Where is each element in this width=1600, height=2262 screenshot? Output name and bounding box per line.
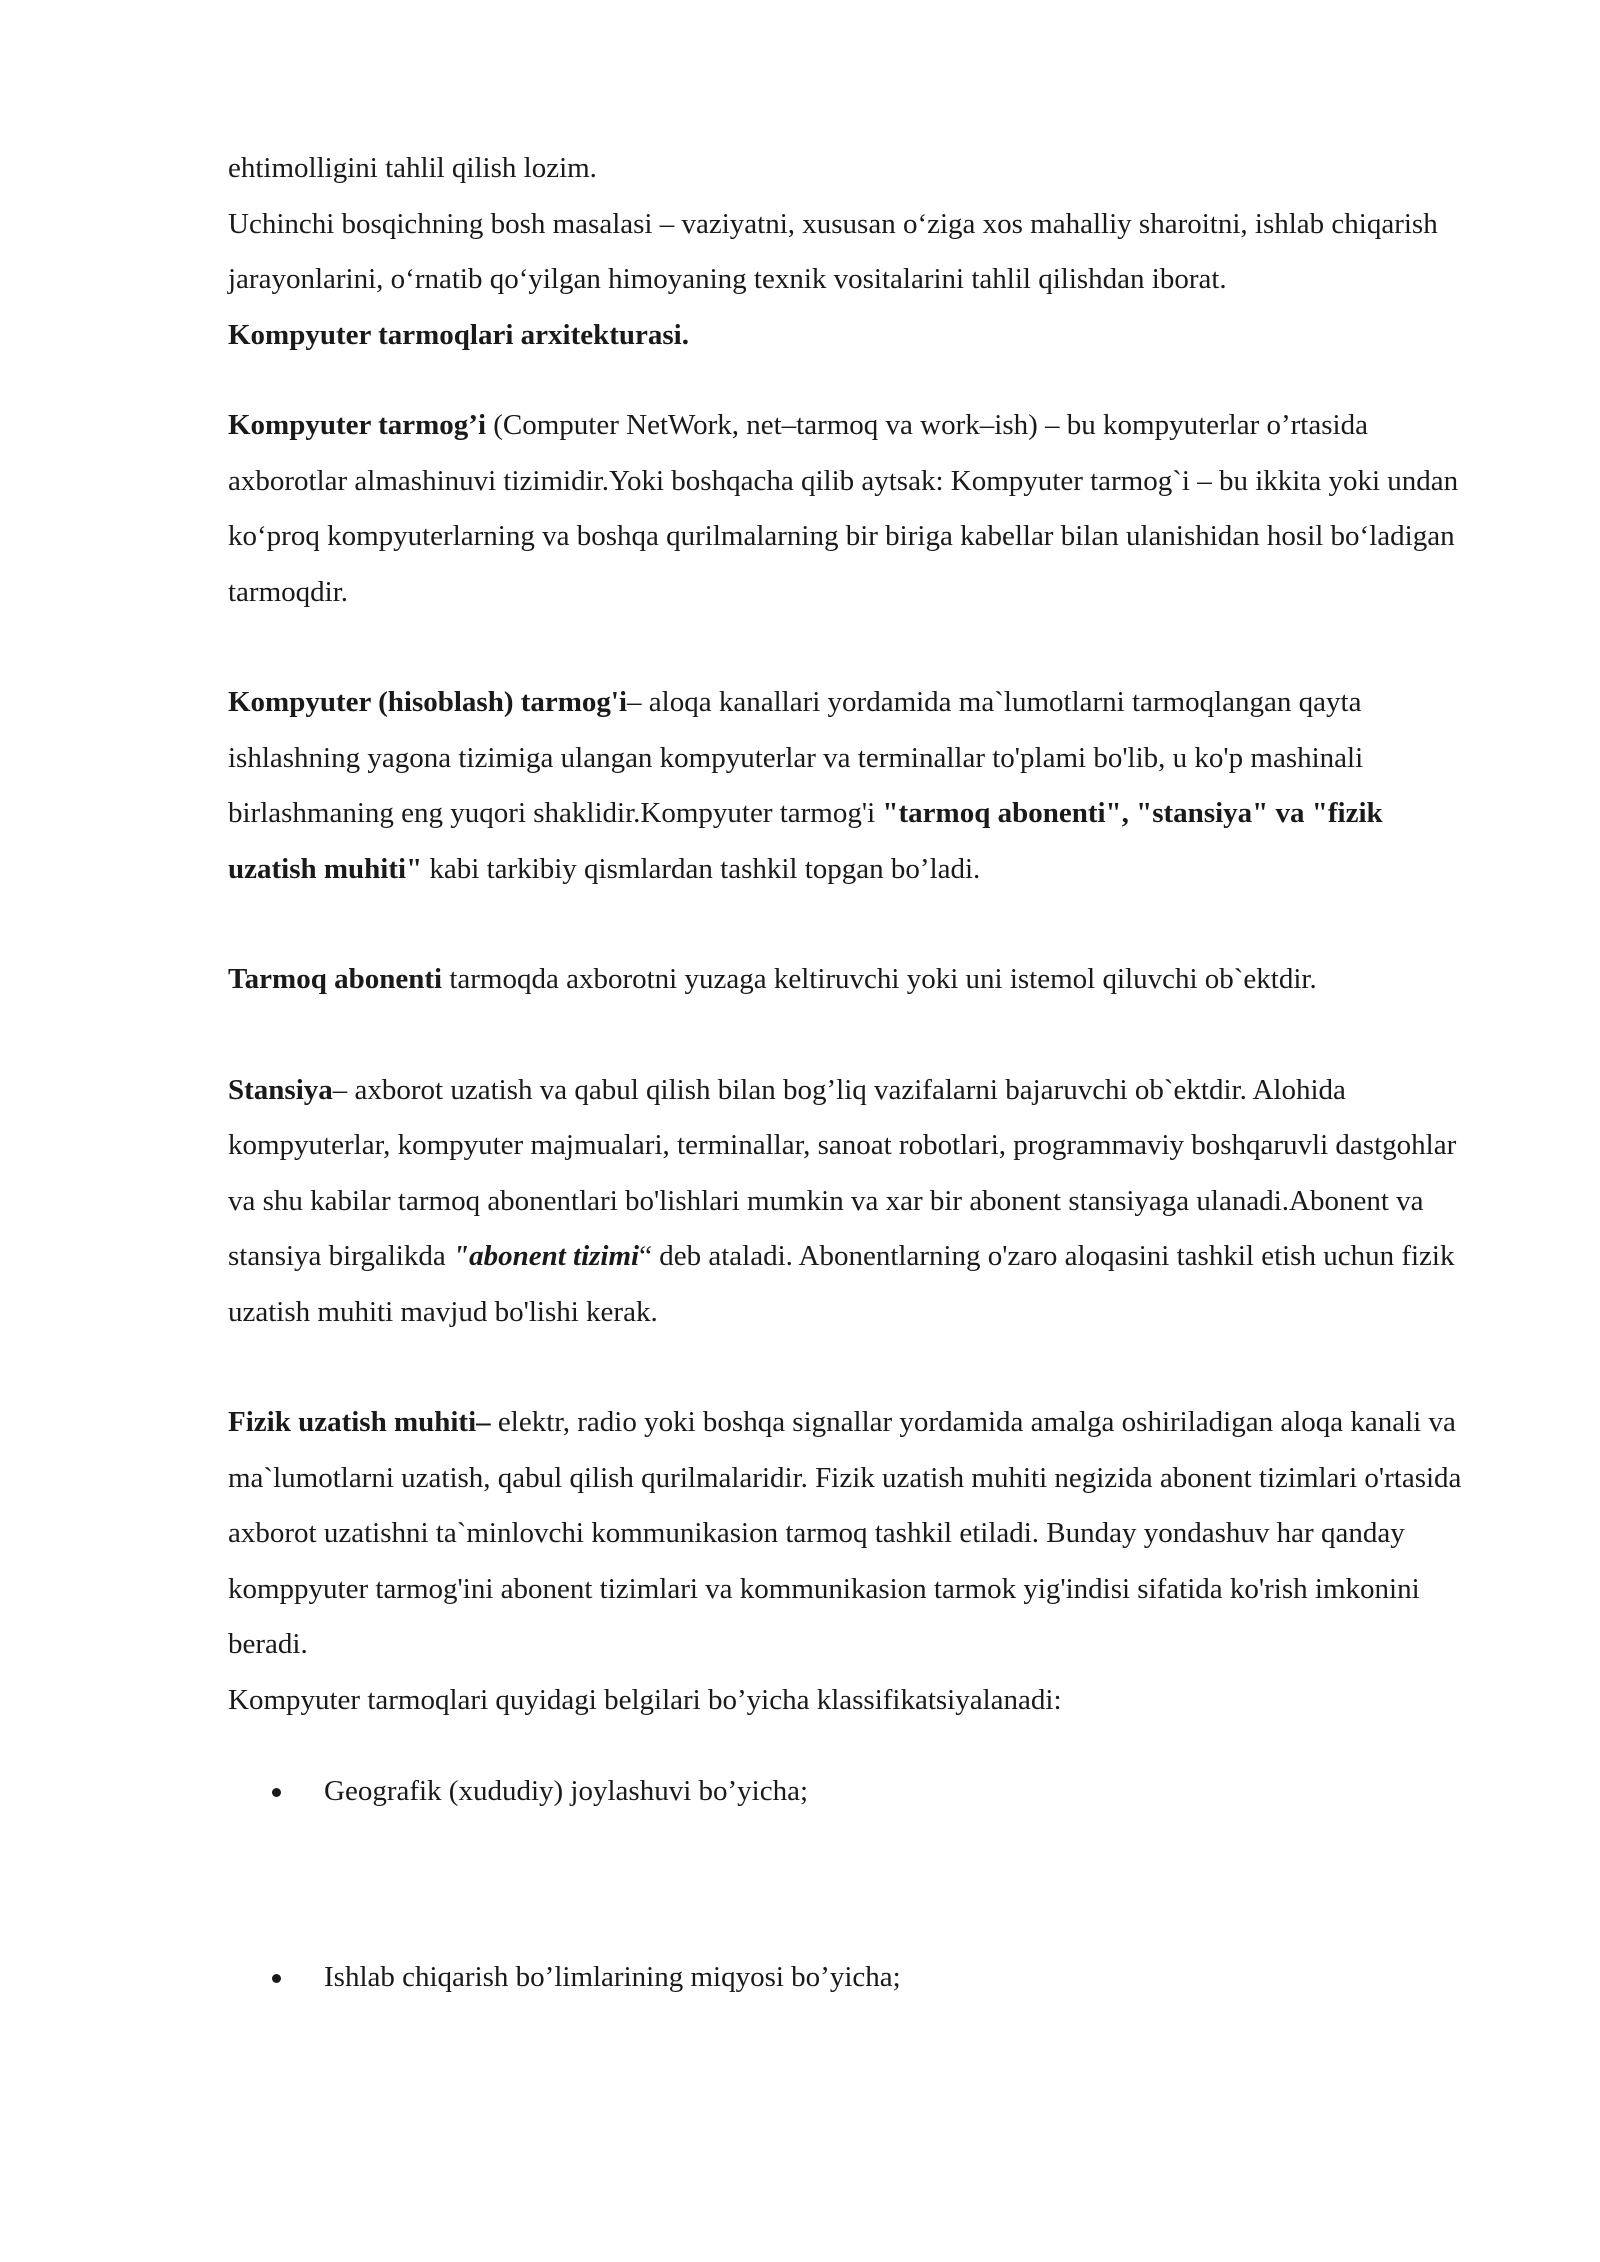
section-heading-text: Kompyuter tarmoqlari arxitekturasi. [228, 318, 689, 351]
term-network: Kompyuter tarmog’i [228, 409, 486, 441]
section-heading [228, 308, 1468, 364]
term-physical-medium: Fizik uzatish muhiti– [228, 1406, 491, 1438]
subscriber-text: tarmoqda axborotni yuzaga keltiruvchi yoki uni istemol qiluvchi ob`ektdir. [442, 963, 1317, 995]
list-item-text: Geografik (xududiy) joylashuvi bo’yicha; [324, 1775, 809, 1807]
term-subscriber-system: "abonent tizimi [452, 1240, 640, 1272]
paragraph-subscriber [228, 952, 1468, 1008]
term-computing-network: Kompyuter (hisoblash) tarmog'i [228, 686, 628, 718]
list-item [228, 1950, 1468, 2006]
term-station: Stansiya [228, 1073, 333, 1106]
list-item-text: Ishlab chiqarish bo’limlarining miqyosi bo’yicha; [324, 1960, 901, 1993]
components-quote: "tarmoq abonenti", "stansiya" va "fizik uzatish muhiti" [228, 797, 1383, 885]
list-item [228, 1764, 1468, 1820]
bullet-icon [272, 1974, 281, 1983]
paragraph-network-definition [228, 398, 1468, 620]
computing-network-text: – aloqa kanallari yordamida ma`lumotlarni tarmoqlangan qayta ishlashning yagona tizimiga ulangan kompyuterlar va terminallar to'plami bo'lib, u ko'p mashinali birlashmaning eng yuqori shaklidir.Kompyuter tarmog'i [228, 686, 1364, 829]
station-text: – axborot uzatish va qabul qilish bilan bog’liq vazifalarni bajaruvchi ob`ektdir. Alohida kompyuterlar, kompyuter majmualari, terminallar, sanoat robotlari, programmaviy boshqaruvli dastgohlar va shu kabilar tarmoq abonentlari bo'lishlari mumkin va xar bir abonent stansiyaga ulanadi.Abonent va stansiya birgalikda [228, 1073, 1457, 1272]
paragraph-classification: Kompyuter tarmoqlari quyidagi belgilari bo’yicha klassifikatsiyalanadi: [228, 1683, 1062, 1716]
physical-medium-text: elektr, radio yoki boshqa signallar yordamida amalga oshiriladigan aloqa kanali va ma`lumotlarni uzatish, qabul qilish qurilmalaridir. Fizik uzatish muhiti negizida abonent tizimlari o'rtasida axborot uzatishni ta`minlovchi kommunikasion tarmoq tashkil etiladi. Bunday yondashuv har qanday komppyuter tarmog'ini abonent tizimlari va kommunikasion tarmok yig'indisi sifatida ko'rish imkonini beradi. [228, 1406, 1462, 1660]
paragraph-station [228, 1063, 1468, 1341]
network-definition-text: (Computer NetWork, net–tarmoq va work–ish) – bu kompyuterlar o’rtasida axborotlar almashinuvi tizimidir.Yoki boshqacha qilib aytsak: Kompyuter tarmog`i – bu ikkita yoki undan ko‘proq kompyuterlarning va boshqa qurilmalarning bir biriga kabellar bilan ulanishidan hosil bo‘ladigan tarmoqdir. [228, 409, 1459, 608]
paragraph-third-stage: Uchinchi bosqichning bosh masalasi – vaziyatni, xususan o‘ziga xos mahalliy sharoitni, ishlab chiqarish jarayonlarini, o‘rnatib qo‘yilgan himoyaning texnik vositalarini tahlil qilishdan iborat. [228, 207, 1438, 295]
term-subscriber: Tarmoq abonenti [228, 963, 443, 995]
classification-list [228, 1764, 1468, 2005]
line-conclusion: ehtimolligini tahlil qilish lozim. [228, 152, 597, 184]
station-text-end: “ deb ataladi. Abonentlarning o'zaro aloqasini tashkil etish uchun fizik uzatish muhiti mavjud bo'lishi kerak. [228, 1240, 1455, 1328]
paragraph-computing-network [228, 675, 1468, 897]
document-body [228, 141, 1468, 2005]
computing-network-text-end: kabi tarkibiy qismlardan tashkil topgan bo’ladi. [422, 852, 981, 885]
bullet-icon [272, 1788, 281, 1797]
paragraph-physical-medium [228, 1395, 1468, 1673]
